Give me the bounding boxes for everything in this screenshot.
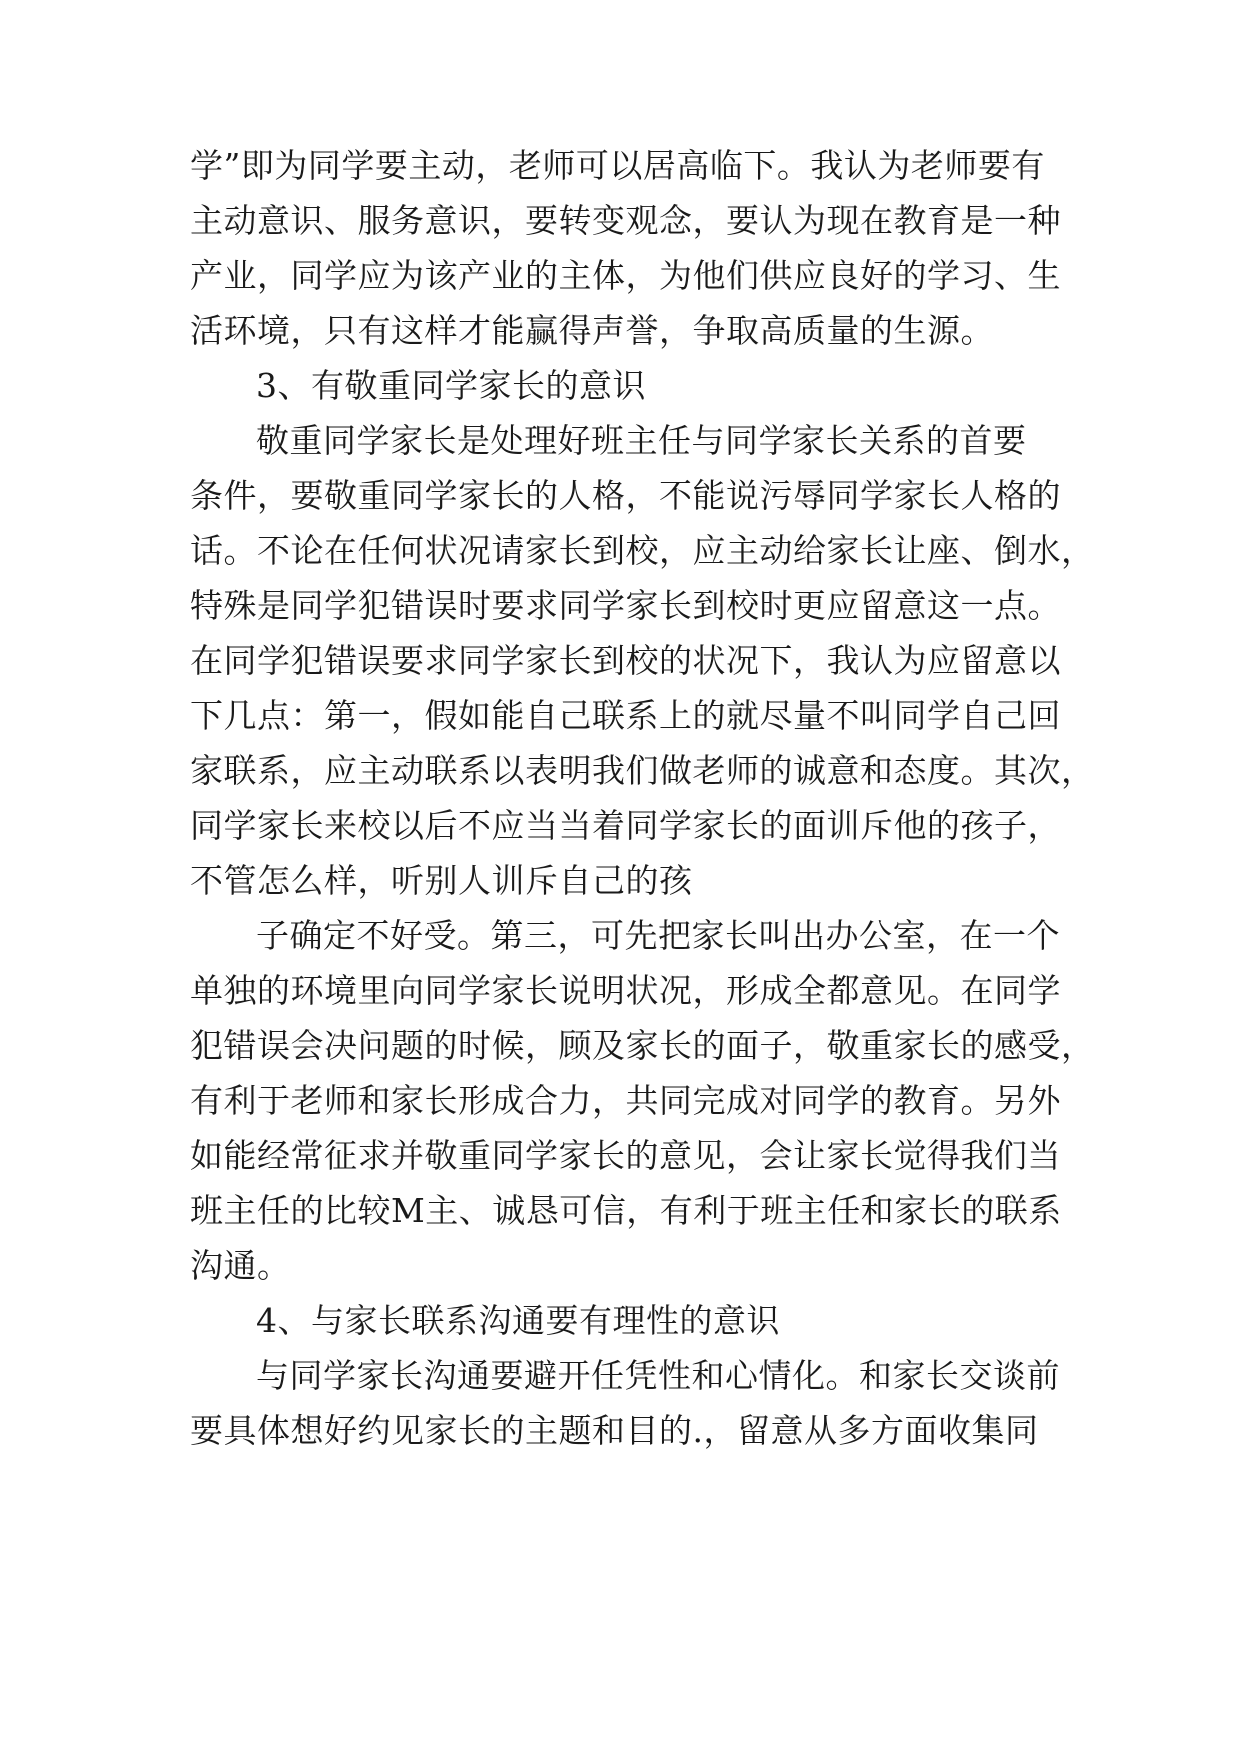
section-heading-3: 3、有敬重同学家长的意识 bbox=[256, 366, 646, 405]
text-line-2: 主动意识、服务意识，要转变观念，要认为现在教育是一种 bbox=[190, 201, 1061, 240]
text-line-10: 在同学犯错误要求同学家长到校的状况下，我认为应留意以 bbox=[190, 641, 1061, 680]
text-line-18: 有利于老师和家长形成合力，共同完成对同学的教育。另外 bbox=[190, 1081, 1061, 1120]
text-line-24: 要具体想好约见家长的主题和目的.，留意从多方面收集同 bbox=[190, 1411, 1039, 1450]
text-line-16: 单独的环境里向同学家长说明状况，形成全都意见。在同学 bbox=[190, 971, 1061, 1010]
text-line-8: 话。不论在任何状况请家长到校，应主动给家长让座、倒水， bbox=[190, 531, 1095, 570]
text-line-13: 同学家长来校以后不应当当着同学家长的面训斥他的孩子， bbox=[190, 806, 1061, 845]
text-line-1: 学”即为同学要主动，老师可以居高临下。我认为老师要有 bbox=[190, 146, 1045, 185]
text-line-6: 敬重同学家长是处理好班主任与同学家长关系的首要 bbox=[256, 421, 1027, 460]
text-line-3: 产业，同学应为该产业的主体，为他们供应良好的学习、生 bbox=[190, 256, 1061, 295]
text-line-23: 与同学家长沟通要避开任凭性和心情化。和家长交谈前 bbox=[256, 1356, 1060, 1395]
text-line-11: 下几点：第一，假如能自己联系上的就尽量不叫同学自己回 bbox=[190, 696, 1061, 735]
text-line-21: 沟通。 bbox=[190, 1246, 291, 1285]
text-line-19: 如能经常征求并敬重同学家长的意见，会让家长觉得我们当 bbox=[190, 1136, 1061, 1175]
text-line-17: 犯错误会决问题的时候，顾及家长的面子，敬重家长的感受， bbox=[190, 1026, 1095, 1065]
section-heading-4: 4、与家长联系沟通要有理性的意识 bbox=[256, 1301, 780, 1340]
text-line-4: 活环境，只有这样才能赢得声誉，争取高质量的生源。 bbox=[190, 311, 994, 350]
text-line-7: 条件，要敬重同学家长的人格，不能说污辱同学家长人格的 bbox=[190, 476, 1061, 515]
text-line-15: 子确定不好受。第三，可先把家长叫出办公室，在一个 bbox=[256, 916, 1060, 955]
text-line-14: 不管怎么样，听别人训斥自己的孩 bbox=[190, 861, 693, 900]
text-line-9: 特殊是同学犯错误时要求同学家长到校时更应留意这一点。 bbox=[190, 586, 1061, 625]
text-line-12: 家联系，应主动联系以表明我们做老师的诚意和态度。其次， bbox=[190, 751, 1095, 790]
text-line-20: 班主任的比较M主、诚恳可信，有利于班主任和家长的联系 bbox=[190, 1191, 1062, 1230]
